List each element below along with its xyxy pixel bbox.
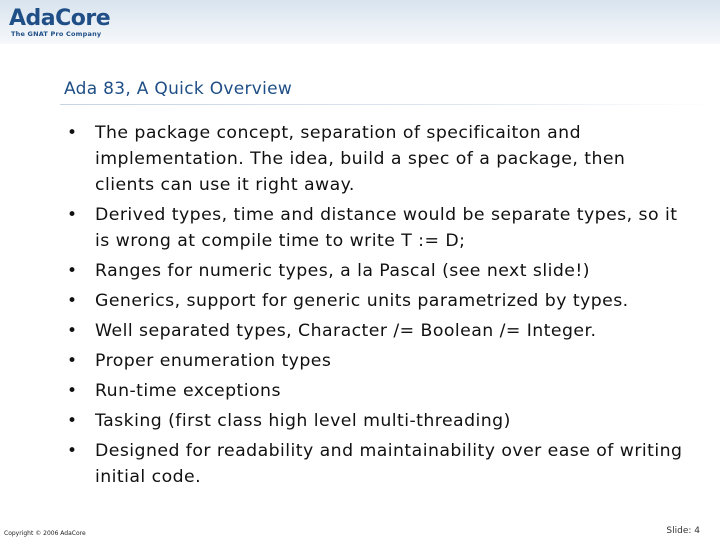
- bullet-icon: •: [67, 123, 78, 143]
- bullet-item: [65, 120, 685, 198]
- bullet-text: Derived types, time and distance would be separate types, so it is wrong at compile time to write T := D;: [95, 205, 678, 251]
- bullet-text: Run-time exceptions: [95, 381, 281, 401]
- bullet-item: [65, 258, 685, 284]
- bullet-text: Proper enumeration types: [95, 351, 332, 371]
- bullet-list: [65, 120, 685, 494]
- bullet-text: Tasking (first class high level multi-threading): [95, 411, 511, 431]
- bullet-item: [65, 202, 685, 254]
- bullet-text: Ranges for numeric types, a la Pascal (see next slide!): [95, 261, 590, 281]
- slide-title: Ada 83, A Quick Overview: [64, 79, 293, 99]
- bullet-item: [65, 318, 685, 344]
- bullet-text: Well separated types, Character /= Boolean /= Integer.: [95, 321, 597, 341]
- bullet-text: Designed for readability and maintainability over ease of writing initial code.: [95, 441, 683, 487]
- adacore-logo: AdaCore: [9, 6, 111, 31]
- bullet-icon: •: [67, 441, 78, 461]
- bullet-icon: •: [67, 321, 78, 341]
- bullet-item: [65, 378, 685, 404]
- header-band: [0, 0, 720, 44]
- logo-tagline: The GNAT Pro Company: [11, 30, 102, 38]
- bullet-item: [65, 438, 685, 490]
- bullet-icon: •: [67, 351, 78, 371]
- bullet-icon: •: [67, 205, 78, 225]
- bullet-text: Generics, support for generic units parametrized by types.: [95, 291, 629, 311]
- bullet-icon: •: [67, 411, 78, 431]
- bullet-item: [65, 408, 685, 434]
- bullet-icon: •: [67, 291, 78, 311]
- slide-number: Slide: 4: [666, 526, 700, 536]
- bullet-icon: •: [67, 261, 78, 281]
- bullet-item: [65, 288, 685, 314]
- bullet-icon: •: [67, 381, 78, 401]
- title-divider: [60, 104, 720, 105]
- copyright-notice: Copyright © 2006 AdaCore: [4, 530, 86, 537]
- bullet-text: The package concept, separation of specificaiton and implementation. The idea, build a spec of a package, then clients can use it right away.: [95, 123, 626, 195]
- bullet-item: [65, 348, 685, 374]
